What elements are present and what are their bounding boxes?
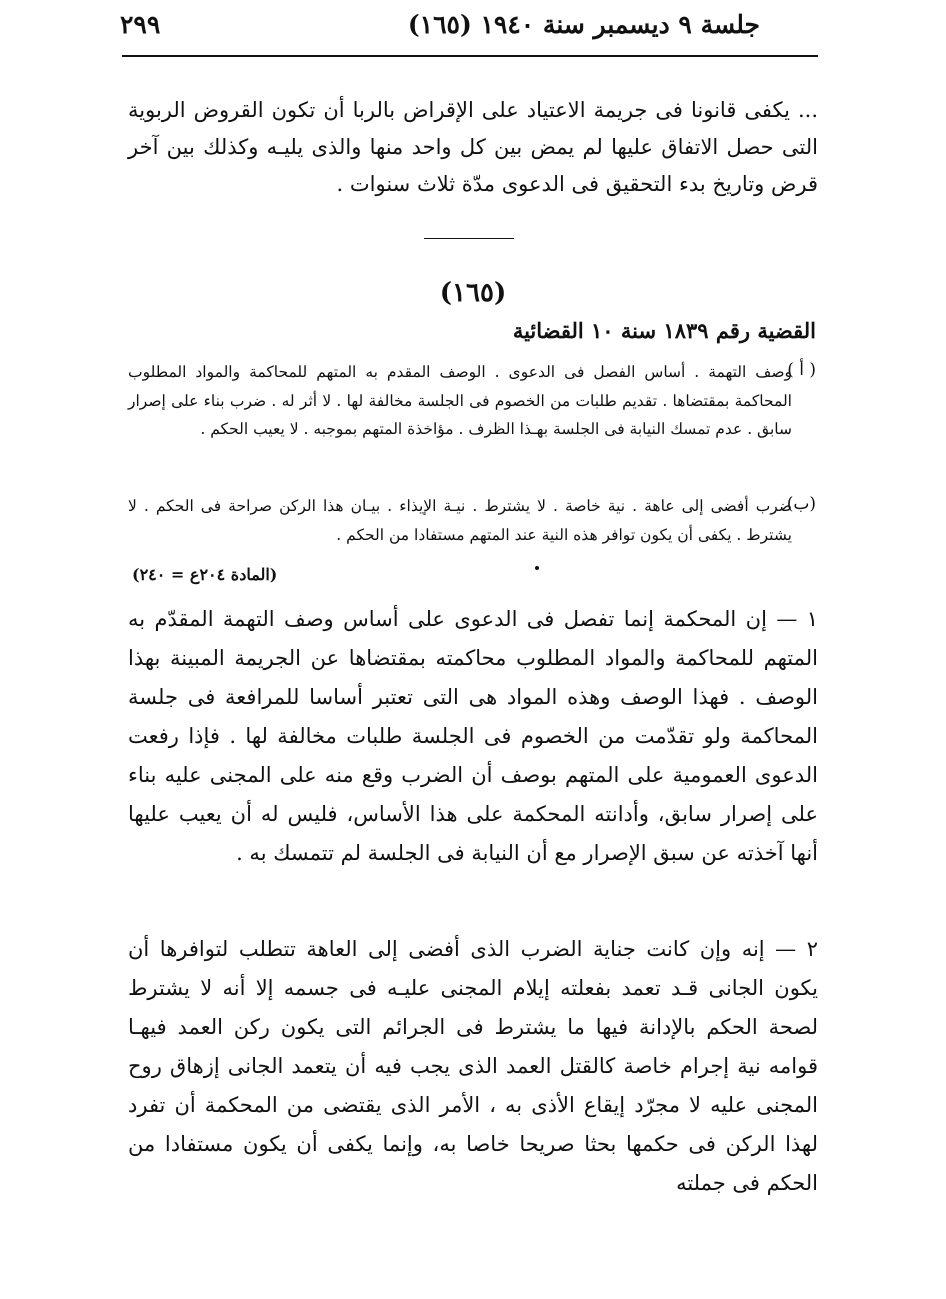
article-reference: (المادة ٢٠٤ع = ٢٤٠)	[132, 565, 278, 584]
summary-b-marker: (ب)	[786, 494, 816, 514]
running-header	[120, 6, 820, 50]
ruling-paragraph-1: ١ — إن المحكمة إنما تفصل فى الدعوى على أساس وصف التهمة المقدّم به المتهم للمحاكمة والمواد المطلوب محاكمته بمقتضاها عن الجريمة المبينة بهذا الوصف . فهذا الوصف وهذه المواد هى التى تعتبر أساسا للمرافعة فى جلسة المحاكمة ولو تقدّمت من الخصوم فى الجلسة طلبات مخالفة لها . فإذا رفعت الدعوى العمومية على المتهم بوصف أن الضرب وقع منه على المجنى عليه بناء على إصرار سابق، وأدانته المحكمة على هذا الأساس، فليس له أن يعيب عليها أنها آخذته عن سبق الإصرار مع أن النيابة فى الجلسة لم تتمسك به .	[128, 607, 818, 865]
header-rule	[122, 55, 818, 57]
header-title: جلسة ٩ ديسمبر سنة ١٩٤٠ (١٦٥)	[407, 10, 760, 39]
ruling-paragraph-2: ٢ — إنه وإن كانت جناية الضرب الذى أفضى إلى العاهة تتطلب لتوافرها أن يكون الجانى قـد تعمد بفعلته إيلام المجنى عليـه فى جسمه إلا أنه لا يشترط لصحة الحكم بالإدانة فيها ما يشترط فى الجرائم التى يكون ركن العمد فيهـا قوامه نية إجرام خاصة كالقتل العمد الذى يجب فيه أن يتعمد الجانى إزهاق روح المجنى عليه لا مجرّد إيقاع الأذى به ، الأمر الذى يقتضى من المحكمة أن تفرد لهذا الركن فى حكمها بحثا صريحا خاصا به، وإنما يكفى أن يكون مستفادا من الحكم فى جملته	[128, 937, 818, 1195]
page-number: ٢٩٩	[120, 10, 161, 39]
case-number: (١٦٥)	[439, 278, 507, 308]
intro-paragraph: ... يكفى قانونا فى جريمة الاعتياد على الإقراض بالربا أن تكون القروض الربوية التى حصل الاتفاق عليها لم يمض بين كل واحد منها والذى يليـه وكذلك بين آخر قرض وتاريخ بدء التحقيق فى الدعوى مدّة ثلاث سنوات .	[128, 98, 818, 196]
summary-a-marker: ( أ )	[787, 360, 816, 380]
stray-mark	[535, 566, 539, 570]
summary-a-text: وصف التهمة . أساس الفصل فى الدعوى . الوصف المقدم به المتهم للمحاكمة والمواد المطلوب المحاكمة بمقتضاها . تقديم طلبات من الخصوم فى الجلسة مخالفة لها . لا أثر له . ضرب بناء على إصرار سابق . عدم تمسك النيابة فى الجلسة بهـذا الظرف . مؤاخذة المتهم بموجبه . لا يعيب الحكم .	[128, 363, 792, 438]
summary-b-text: ضرب أفضى إلى عاهة . نية خاصة . لا يشترط . نيـة الإيذاء . بيـان هذا الركن صراحة فى الحكم . لا يشترط . يكفى أن يكون توافر هذه النية عند المتهم مستفادا من الحكم .	[128, 497, 792, 544]
section-separator	[424, 238, 514, 239]
case-reference: القضية رقم ١٨٣٩ سنة ١٠ القضائية	[512, 318, 816, 343]
